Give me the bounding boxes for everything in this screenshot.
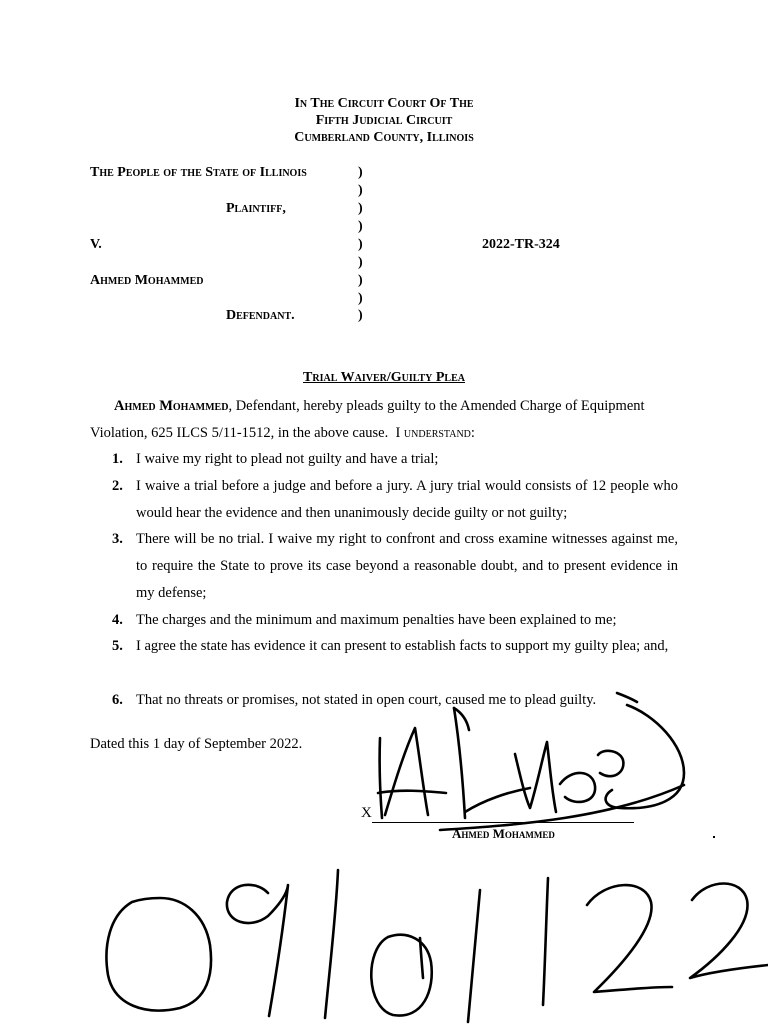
- list-item-number: 1.: [112, 451, 123, 467]
- caption-paren: ): [358, 308, 363, 323]
- list-item-number: 5.: [112, 638, 123, 654]
- case-number: 2022-TR-324: [482, 237, 560, 252]
- caption-paren: ): [358, 255, 363, 270]
- court-name-line1: In The Circuit Court Of The: [294, 96, 474, 111]
- caption-paren: ): [358, 273, 363, 288]
- list-item-text: The charges and the minimum and maximum penalties have been explained to me;: [136, 612, 617, 628]
- plea-understand: I understand:: [395, 425, 475, 441]
- dated-line: Dated this 1 day of September 2022.: [90, 736, 303, 752]
- document-title: Trial Waiver/Guilty Plea: [303, 370, 465, 385]
- defendant-name: Ahmed Mohammed: [90, 273, 204, 288]
- caption-paren: ): [358, 165, 363, 180]
- caption-paren: ): [358, 219, 363, 234]
- plaintiff-role: Plaintiff,: [226, 201, 286, 216]
- signer-name: Ahmed Mohammed: [452, 826, 555, 841]
- list-item-number: 3.: [112, 531, 123, 547]
- list-item-text: There will be no trial. I waive my right to confront and cross examine witnesses against me, to require the State to prove its case beyond a reasonable doubt, and to present evidence in my defense;: [136, 531, 678, 601]
- caption-paren: ): [358, 183, 363, 198]
- defendant-role: Defendant.: [226, 308, 295, 323]
- caption-paren: ): [358, 237, 363, 252]
- list-item-text: That no threats or promises, not stated in open court, caused me to plead guilty.: [136, 692, 597, 708]
- handwritten-date: [106, 870, 768, 1022]
- plaintiff-name: The People of the State of Illinois: [90, 165, 307, 180]
- list-item-number: 6.: [112, 692, 123, 708]
- caption-paren: ): [358, 291, 363, 306]
- plea-statement: , Defendant, hereby pleads guilty to the Amended Charge of Equipment: [228, 398, 645, 414]
- plea-defendant-name: Ahmed Mohammed: [114, 398, 229, 414]
- list-item-number: 2.: [112, 478, 123, 494]
- caption-paren: ): [358, 201, 363, 216]
- list-item-text: I agree the state has evidence it can present to establish facts to support my guilty plea; and,: [136, 638, 669, 654]
- list-item-text: I waive my right to plead not guilty and have a trial;: [136, 451, 439, 467]
- court-name-line2: Fifth Judicial Circuit: [315, 113, 453, 128]
- signature-x-mark: X: [361, 805, 372, 821]
- list-item-text: I waive a trial before a judge and before a jury. A jury trial would consists of 12 people who would hear the evidence and then unanimously decide guilty or not guilty;: [136, 478, 678, 521]
- list-item-number: 4.: [112, 612, 123, 628]
- plea-statement-cont: Violation, 625 ILCS 5/11-1512, in the above cause.: [90, 425, 396, 441]
- versus: V.: [90, 237, 102, 252]
- handwritten-signature: [378, 693, 684, 830]
- court-name-line3: Cumberland County, Illinois: [294, 130, 474, 145]
